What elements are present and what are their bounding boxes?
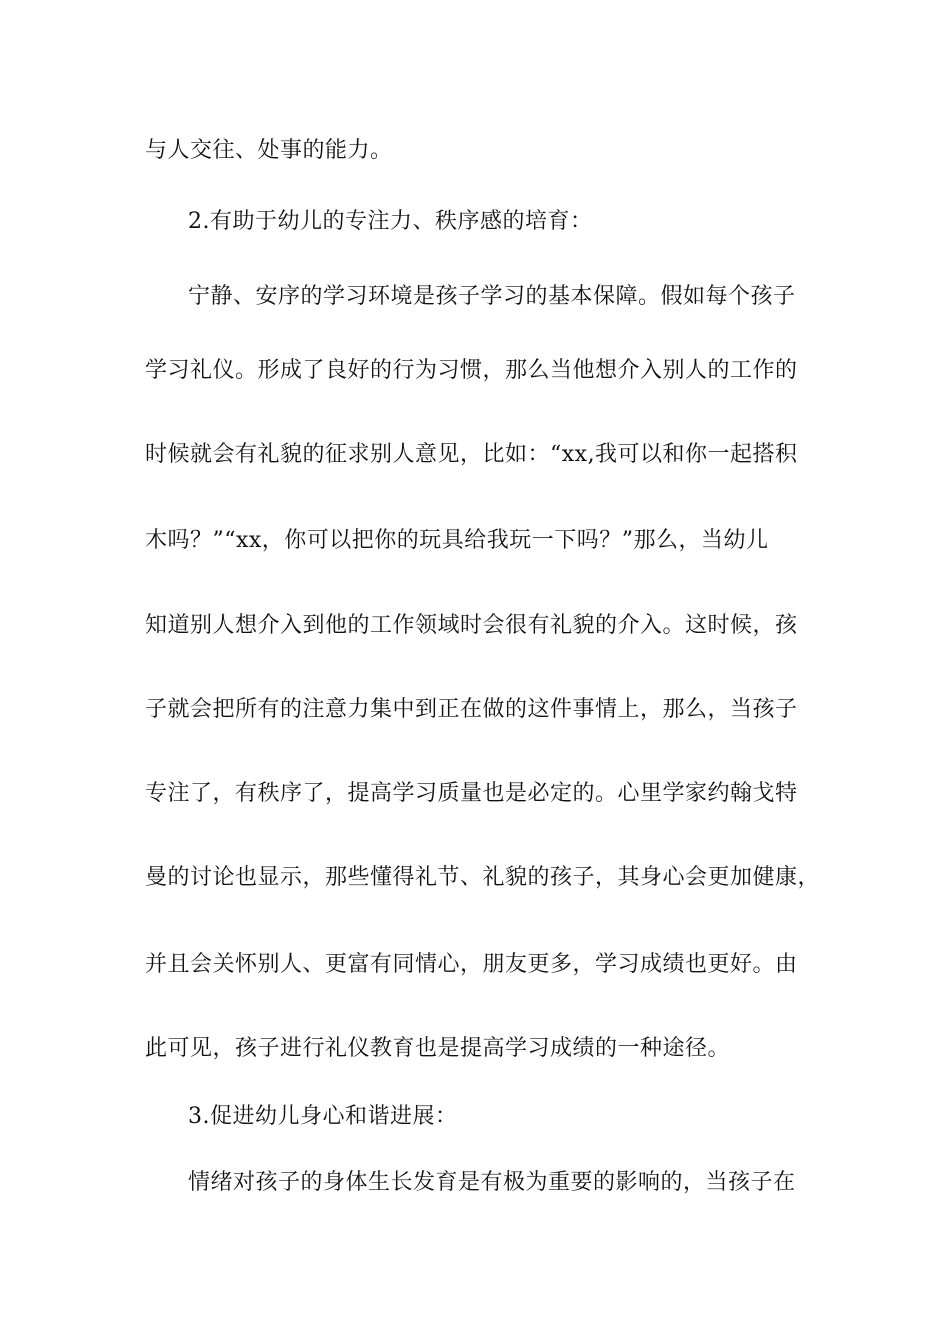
- paragraph-line: 曼的讨论也显示，那些懂得礼节、礼貌的孩子，其身心会更加健康，: [145, 865, 821, 890]
- paragraph-line: 学习礼仪。形成了良好的行为习惯，那么当他想介入别人的工作的: [145, 358, 798, 383]
- paragraph-line: 宁静、安序的学习环境是孩子学习的基本保障。假如每个孩子: [188, 284, 796, 309]
- section-heading-2: 2.有助于幼儿的专注力、秩序感的培育：: [188, 209, 593, 234]
- paragraph-line: 并且会关怀别人、更富有同情心，朋友更多，学习成绩也更好。由: [145, 952, 798, 977]
- paragraph-line: 与人交往、处事的能力。: [145, 138, 393, 163]
- paragraph-line: 子就会把所有的注意力集中到正在做的这件事情上，那么，当孩子: [145, 697, 798, 722]
- paragraph-line: 木吗？”“xx，你可以把你的玩具给我玩一下吗？”那么，当幼儿: [145, 528, 769, 553]
- paragraph-line: 知道别人想介入到他的工作领域时会很有礼貌的介入。这时候，孩: [145, 613, 798, 638]
- paragraph-line: 专注了，有秩序了，提高学习质量也是必定的。心里学家约翰戈特: [145, 781, 798, 806]
- section-heading-3: 3.促进幼儿身心和谐进展：: [188, 1104, 458, 1129]
- paragraph-line: 情绪对孩子的身体生长发育是有极为重要的影响的，当孩子在: [188, 1170, 796, 1195]
- paragraph-line: 此可见，孩子进行礼仪教育也是提高学习成绩的一种途径。: [145, 1036, 731, 1061]
- paragraph-line: 时候就会有礼貌的征求别人意见，比如：“xx,我可以和你一起搭积: [145, 442, 798, 467]
